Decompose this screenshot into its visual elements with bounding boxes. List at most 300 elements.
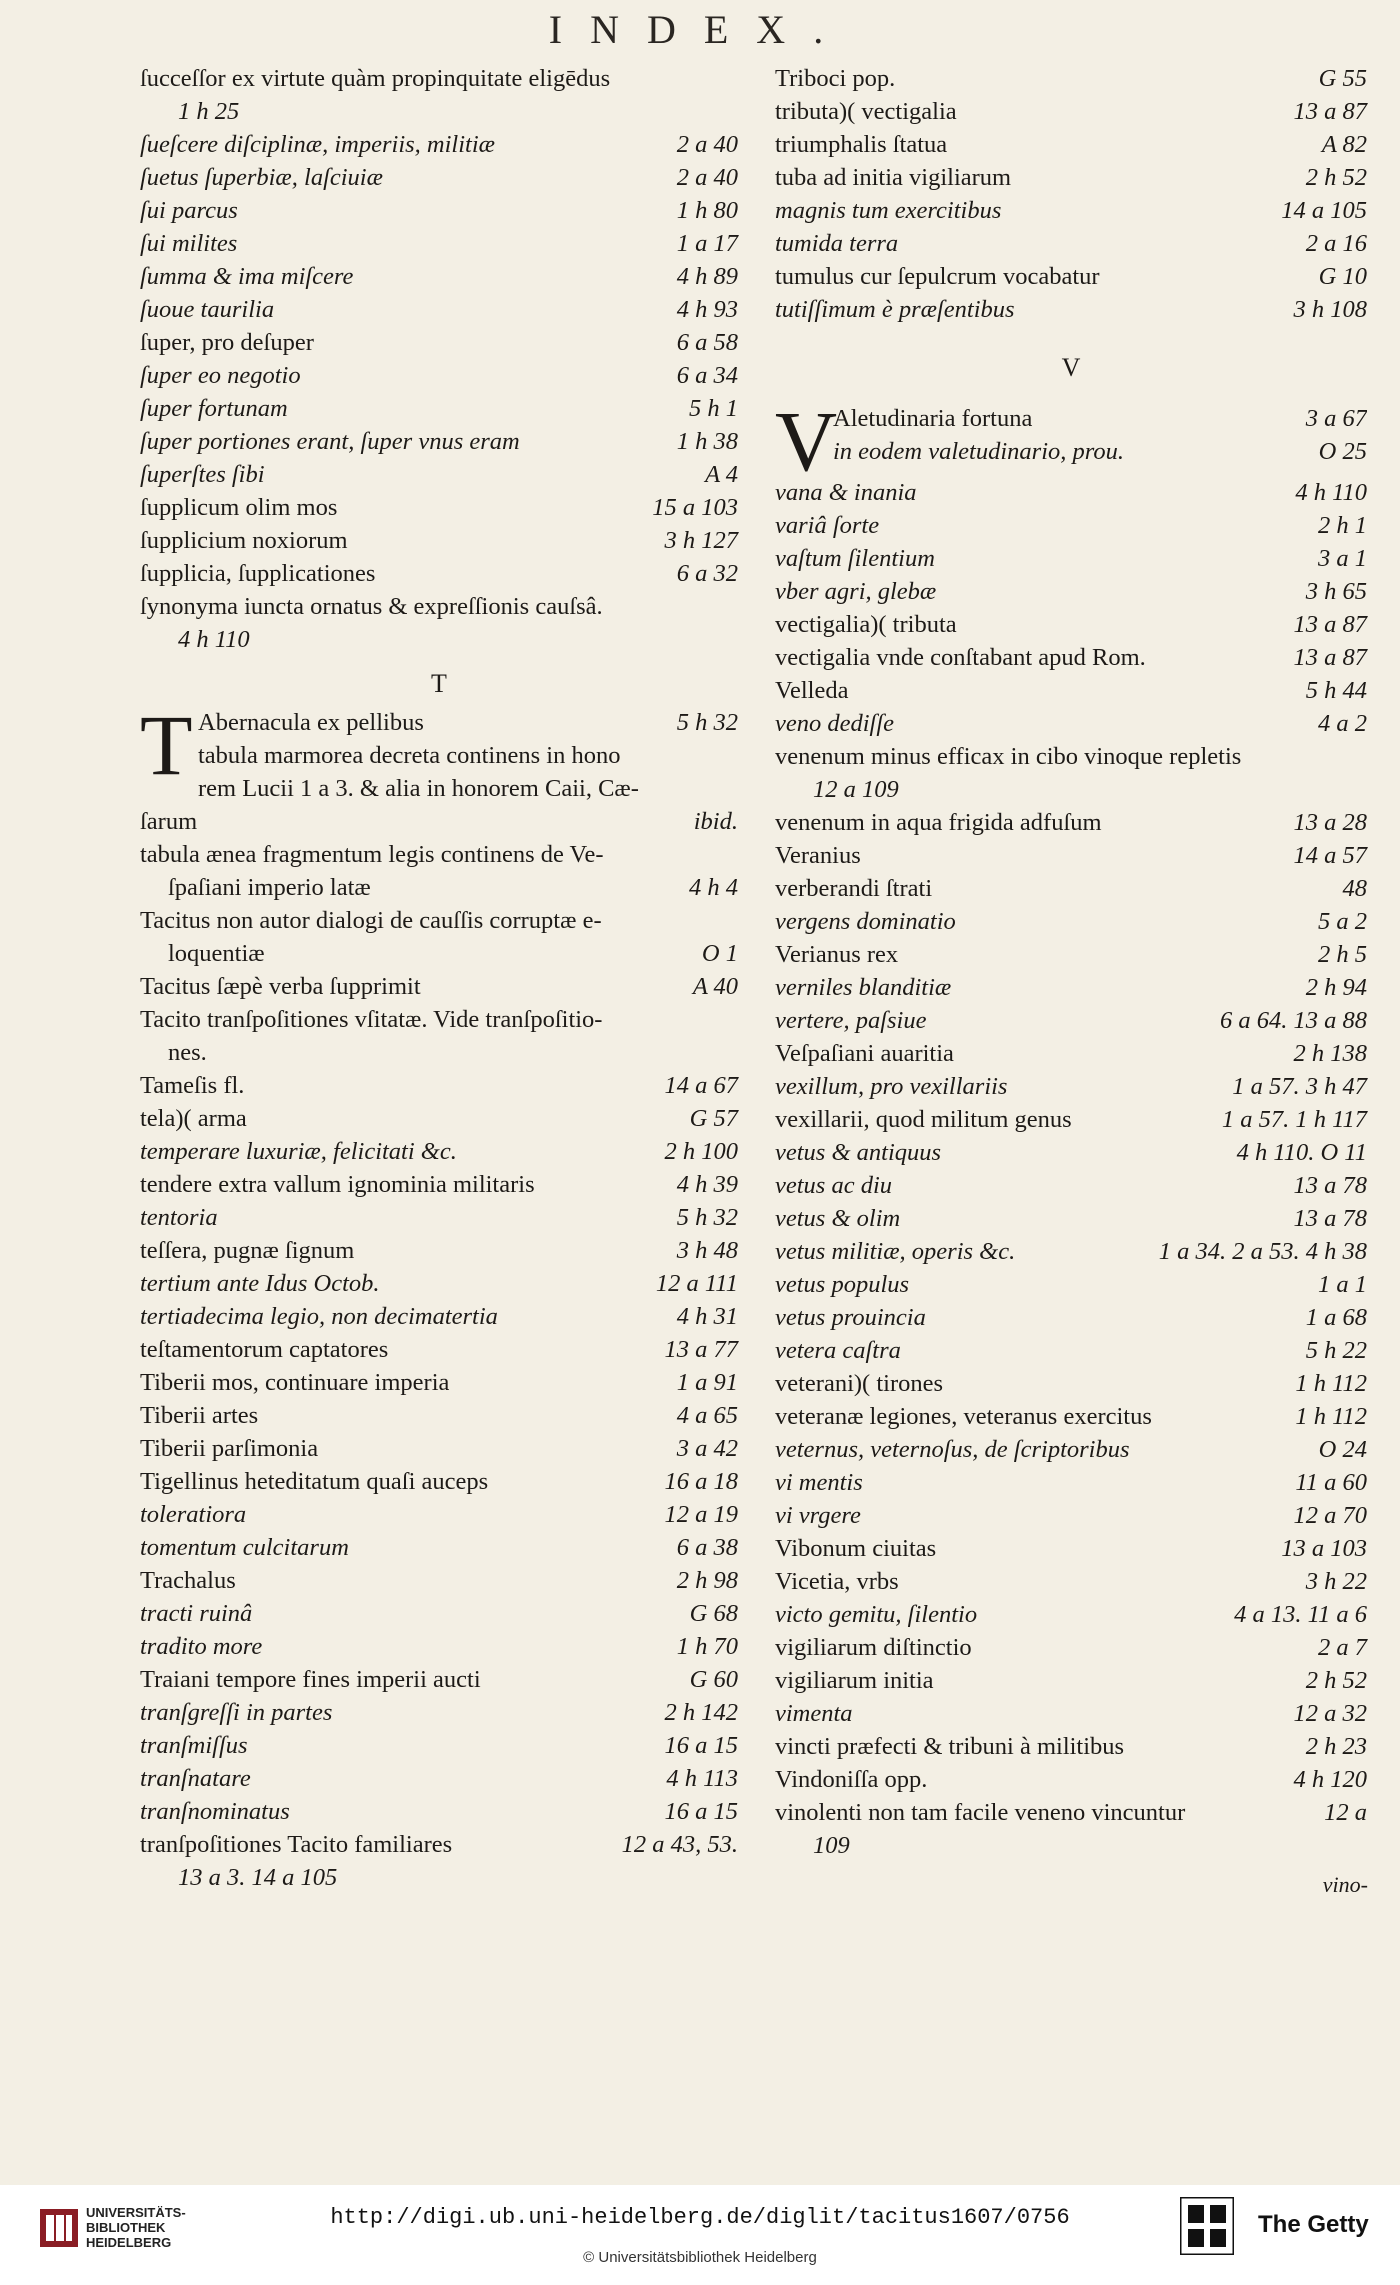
index-entry: Abernacula ex pellibus 5 h 32 bbox=[198, 709, 738, 736]
entry-reference: 13 a 87 bbox=[1293, 98, 1367, 125]
entry-term: ſucceſſor ex virtute quàm propinquitate eligēdus bbox=[140, 65, 611, 92]
entry-term: tumida terra bbox=[775, 230, 899, 257]
entry-reference: 13 a 77 bbox=[664, 1336, 738, 1363]
index-entry: in eodem valetudinario, prou. O 25 bbox=[833, 438, 1367, 465]
index-entry bbox=[140, 293, 738, 326]
entry-term: vetus militiæ, operis &c. bbox=[775, 1238, 1016, 1265]
entry-term: Verianus rex bbox=[775, 941, 899, 968]
entry-reference: 3 h 22 bbox=[1305, 1568, 1367, 1595]
entry-reference: 11 a 60 bbox=[1295, 1469, 1367, 1496]
entry-reference: 2 h 138 bbox=[1293, 1040, 1367, 1067]
entry-term: vimenta bbox=[775, 1700, 853, 1727]
entry-reference: G 57 bbox=[689, 1105, 738, 1132]
entry-reference: 13 a 103 bbox=[1281, 1535, 1367, 1562]
entry-term: victo gemitu, ſilentio bbox=[775, 1601, 978, 1628]
entry-term: vinolenti non tam facile veneno vincuntur bbox=[775, 1799, 1186, 1826]
entry-term: Tigellinus heteditatum quaſi auceps bbox=[140, 1468, 489, 1495]
index-entry bbox=[140, 326, 738, 359]
entry-term: Tiberii artes bbox=[140, 1402, 259, 1429]
entry-term: Triboci pop. bbox=[775, 65, 896, 92]
index-entry bbox=[140, 1003, 738, 1036]
index-entry bbox=[140, 1300, 738, 1333]
index-entry bbox=[140, 838, 738, 871]
entry-reference: 48 bbox=[1342, 875, 1367, 902]
entry-reference: 6 a 58 bbox=[676, 329, 738, 356]
entry-term: vana & inania bbox=[775, 479, 917, 506]
index-entry bbox=[140, 1597, 738, 1630]
entry-term: Trachalus bbox=[140, 1567, 236, 1594]
index-entry bbox=[140, 1168, 738, 1201]
source-url-link[interactable]: http://digi.ub.uni-heidelberg.de/diglit/tacitus1607/0756 bbox=[330, 2205, 1070, 2230]
entry-term: vetus prouincia bbox=[775, 1304, 926, 1331]
entry-term: vi vrgere bbox=[775, 1502, 861, 1529]
index-entry bbox=[140, 425, 738, 458]
index-entry bbox=[775, 1598, 1367, 1631]
index-entry bbox=[775, 1169, 1367, 1202]
entry-reference: 6 a 64. 13 a 88 bbox=[1220, 1007, 1367, 1034]
section-t-lead bbox=[140, 706, 738, 838]
entry-term: tranſnatare bbox=[140, 1765, 251, 1792]
entry-reference: 12 a 43, 53. bbox=[621, 1831, 738, 1858]
entry-term: veno dediſſe bbox=[775, 710, 895, 737]
entry-term: Tacitus ſæpè verba ſupprimit bbox=[140, 973, 421, 1000]
index-entry bbox=[775, 1004, 1367, 1037]
entry-reference: 4 h 4 bbox=[689, 874, 738, 901]
entry-reference: 13 a 87 bbox=[1293, 644, 1367, 671]
entry-reference: 1 a 34. 2 a 53. 4 h 38 bbox=[1158, 1238, 1367, 1265]
entry-term: tranſgreſſi in partes bbox=[140, 1699, 333, 1726]
index-entry bbox=[775, 1103, 1367, 1136]
index-entry bbox=[140, 161, 738, 194]
entry-reference: 2 h 52 bbox=[1305, 1667, 1367, 1694]
entry-reference: 2 h 142 bbox=[664, 1699, 738, 1726]
index-entry: tabula marmorea decreta continens in hono bbox=[198, 742, 621, 769]
index-entry bbox=[140, 524, 738, 557]
entry-reference: 16 a 18 bbox=[664, 1468, 738, 1495]
entry-term: vincti præfecti & tribuni à militibus bbox=[775, 1733, 1125, 1760]
index-entry bbox=[775, 1268, 1367, 1301]
index-entry bbox=[140, 557, 738, 590]
entry-reference: 4 a 13. 11 a 6 bbox=[1234, 1601, 1367, 1628]
entry-reference: 1 h 80 bbox=[676, 197, 738, 224]
entry-reference: A 4 bbox=[705, 461, 738, 488]
right-column bbox=[775, 62, 1367, 1862]
index-entry bbox=[140, 260, 738, 293]
entry-term: tutiſſimum è præſentibus bbox=[775, 296, 1015, 323]
index-entry bbox=[140, 1663, 738, 1696]
entry-reference: 5 h 32 bbox=[676, 1204, 738, 1231]
entry-reference: 2 a 40 bbox=[676, 131, 738, 158]
entry-reference: G 10 bbox=[1318, 263, 1367, 290]
index-entry bbox=[775, 161, 1367, 194]
entry-reference: 13 a 78 bbox=[1293, 1205, 1367, 1232]
entry-term: Traiani tempore fines imperii aucti bbox=[140, 1666, 481, 1693]
index-entry bbox=[140, 904, 738, 937]
entry-reference: 14 a 57 bbox=[1293, 842, 1367, 869]
entry-reference: 5 h 1 bbox=[689, 395, 738, 422]
entry-term: vectigalia)( tributa bbox=[775, 611, 957, 638]
entry-term: tumulus cur ſepulcrum vocabatur bbox=[775, 263, 1100, 290]
index-entry-continuation: 109 bbox=[813, 1832, 850, 1859]
entry-term: ſynonyma iuncta ornatus & expreſſionis cauſsâ. bbox=[140, 593, 603, 620]
page-title: INDEX. bbox=[548, 7, 852, 52]
entry-term: vergens dominatio bbox=[775, 908, 956, 935]
getty-logo-icon bbox=[1180, 2197, 1234, 2255]
index-entry bbox=[775, 608, 1367, 641]
entry-term: venenum in aqua frigida adfuſum bbox=[775, 809, 1102, 836]
index-entry bbox=[775, 971, 1367, 1004]
entry-term: tranſmiſſus bbox=[140, 1732, 248, 1759]
index-entry bbox=[140, 1102, 738, 1135]
entry-reference: G 68 bbox=[689, 1600, 738, 1627]
entry-term: vber agri, glebæ bbox=[775, 578, 937, 605]
entry-term: vetus & antiquus bbox=[775, 1139, 942, 1166]
index-entry: ſarum ibid. bbox=[140, 808, 738, 835]
entry-reference: 4 h 113 bbox=[666, 1765, 738, 1792]
index-entry bbox=[140, 1366, 738, 1399]
entry-term: loquentiæ bbox=[168, 940, 265, 967]
index-entry bbox=[140, 1399, 738, 1432]
entry-reference: 5 h 22 bbox=[1305, 1337, 1367, 1364]
index-entry bbox=[775, 938, 1367, 971]
index-entry bbox=[775, 1037, 1367, 1070]
entry-term: ſuper, pro deſuper bbox=[140, 329, 314, 356]
index-entry-continuation: 12 a 109 bbox=[813, 776, 899, 803]
entry-term: tuba ad initia vigiliarum bbox=[775, 164, 1012, 191]
entry-reference: 12 a 70 bbox=[1293, 1502, 1367, 1529]
index-entry bbox=[775, 227, 1367, 260]
index-entry-continuation: 4 h 110 bbox=[178, 626, 250, 653]
index-entry bbox=[775, 1301, 1367, 1334]
entry-reference: 14 a 67 bbox=[664, 1072, 738, 1099]
entry-term: verniles blanditiæ bbox=[775, 974, 952, 1001]
index-entry bbox=[140, 128, 738, 161]
index-entry bbox=[140, 871, 738, 904]
entry-term: vigiliarum diſtinctio bbox=[775, 1634, 972, 1661]
section-letter-v: V bbox=[1061, 353, 1081, 382]
entry-term: tranſnominatus bbox=[140, 1798, 290, 1825]
entry-term: ſuper fortunam bbox=[140, 395, 288, 422]
entry-term: veterani)( tirones bbox=[775, 1370, 944, 1397]
entry-term: veteranæ legiones, veteranus exercitus bbox=[775, 1403, 1152, 1430]
index-entry bbox=[140, 1564, 738, 1597]
entry-term: Vibonum ciuitas bbox=[775, 1535, 937, 1562]
entry-reference: 1 h 38 bbox=[676, 428, 738, 455]
index-entry bbox=[140, 1630, 738, 1663]
entry-term: tentoria bbox=[140, 1204, 218, 1231]
index-entry bbox=[140, 491, 738, 524]
section-v-lead bbox=[775, 402, 1367, 476]
entry-reference: 12 a 111 bbox=[655, 1270, 738, 1297]
entry-reference: 4 a 2 bbox=[1318, 710, 1367, 737]
index-entry-continuation: 13 a 3. 14 a 105 bbox=[178, 1864, 338, 1891]
index-entry bbox=[140, 1729, 738, 1762]
entry-reference: 2 h 100 bbox=[664, 1138, 738, 1165]
index-entry bbox=[140, 1795, 738, 1828]
section-letter-t: T bbox=[431, 669, 447, 698]
entry-reference: 2 a 7 bbox=[1318, 1634, 1367, 1661]
entry-reference: 13 a 28 bbox=[1293, 809, 1367, 836]
entry-reference: 3 a 42 bbox=[676, 1435, 738, 1462]
entry-reference: 12 a bbox=[1324, 1799, 1367, 1826]
index-entry bbox=[140, 590, 738, 623]
left-t-entries bbox=[140, 838, 738, 1894]
entry-term: vertere, paſsiue bbox=[775, 1007, 927, 1034]
entry-reference: 16 a 15 bbox=[664, 1732, 738, 1759]
entry-reference: 4 h 93 bbox=[676, 296, 738, 323]
entry-term: ſupplicum olim mos bbox=[140, 494, 338, 521]
entry-reference: 4 h 110 bbox=[1295, 479, 1367, 506]
entry-reference: 3 h 108 bbox=[1293, 296, 1367, 323]
index-entry bbox=[775, 260, 1367, 293]
index-entry bbox=[140, 1498, 738, 1531]
right-v-entries bbox=[775, 476, 1367, 1862]
index-entry bbox=[775, 575, 1367, 608]
entry-reference: 4 a 65 bbox=[676, 1402, 738, 1429]
index-entry bbox=[140, 1762, 738, 1795]
library-name: UNIVERSITÄTS- BIBLIOTHEK HEIDELBERG bbox=[86, 2205, 186, 2250]
entry-term: vexillarii, quod militum genus bbox=[775, 1106, 1072, 1133]
index-entry bbox=[775, 509, 1367, 542]
entry-term: ſui parcus bbox=[140, 197, 238, 224]
entry-reference: 2 a 40 bbox=[676, 164, 738, 191]
entry-reference: 16 a 15 bbox=[664, 1798, 738, 1825]
index-entry bbox=[775, 293, 1367, 326]
entry-reference: 6 a 38 bbox=[676, 1534, 738, 1561]
index-entry bbox=[775, 1466, 1367, 1499]
index-entry bbox=[775, 1697, 1367, 1730]
entry-term: teſtamentorum captatores bbox=[140, 1336, 389, 1363]
entry-reference: 15 a 103 bbox=[652, 494, 738, 521]
entry-term: vetus & olim bbox=[775, 1205, 901, 1232]
index-entry bbox=[775, 839, 1367, 872]
footer-bar bbox=[0, 2185, 1400, 2285]
index-entry bbox=[140, 1465, 738, 1498]
entry-term: Veſpaſiani auaritia bbox=[775, 1040, 954, 1067]
index-entry bbox=[140, 1696, 738, 1729]
index-entry bbox=[775, 62, 1367, 95]
entry-reference: 1 h 70 bbox=[676, 1633, 738, 1660]
entry-term: Vicetia, vrbs bbox=[775, 1568, 899, 1595]
index-entry bbox=[775, 905, 1367, 938]
entry-term: Vindoniſſa opp. bbox=[775, 1766, 928, 1793]
entry-term: ſueſcere diſciplinæ, imperiis, militiæ bbox=[140, 131, 495, 158]
entry-reference: 1 h 112 bbox=[1295, 1403, 1367, 1430]
entry-term: toleratiora bbox=[140, 1501, 247, 1528]
dropcap-t: T bbox=[140, 706, 193, 793]
entry-reference: 2 h 1 bbox=[1318, 512, 1367, 539]
entry-reference: 1 a 57. 1 h 117 bbox=[1221, 1106, 1367, 1133]
index-entry bbox=[775, 740, 1367, 773]
entry-term: Tiberii mos, continuare imperia bbox=[140, 1369, 450, 1396]
entry-reference: 1 h 112 bbox=[1295, 1370, 1367, 1397]
entry-reference: 13 a 78 bbox=[1293, 1172, 1367, 1199]
entry-term: tabula ænea fragmentum legis continens de Ve- bbox=[140, 841, 604, 868]
index-entry bbox=[775, 542, 1367, 575]
copyright-text: © Universitätsbibliothek Heidelberg bbox=[583, 2249, 817, 2266]
index-entry bbox=[775, 1136, 1367, 1169]
entry-reference: 2 h 98 bbox=[676, 1567, 738, 1594]
entry-term: venenum minus efficax in cibo vinoque repletis bbox=[775, 743, 1242, 770]
index-entry bbox=[775, 1565, 1367, 1598]
index-entry bbox=[775, 476, 1367, 509]
index-entry bbox=[140, 1234, 738, 1267]
entry-term: vectigalia vnde conſtabant apud Rom. bbox=[775, 644, 1146, 671]
entry-term: Tacito tranſpoſitiones vſitatæ. Vide tranſpoſitio- bbox=[140, 1006, 603, 1033]
index-entry bbox=[775, 872, 1367, 905]
index-entry bbox=[775, 1400, 1367, 1433]
index-entry bbox=[140, 392, 738, 425]
entry-reference: 2 h 23 bbox=[1305, 1733, 1367, 1760]
entry-term: variâ ſorte bbox=[775, 512, 880, 539]
entry-term: magnis tum exercitibus bbox=[775, 197, 1002, 224]
index-entry: rem Lucii 1 a 3. & alia in honorem Caii, Cæ- bbox=[198, 775, 639, 802]
entry-reference: A 40 bbox=[692, 973, 738, 1000]
index-entry bbox=[775, 1631, 1367, 1664]
entry-reference: 3 h 48 bbox=[676, 1237, 738, 1264]
index-entry bbox=[775, 1433, 1367, 1466]
index-entry bbox=[775, 1367, 1367, 1400]
index-entry bbox=[775, 1763, 1367, 1796]
entry-term: triumphalis ſtatua bbox=[775, 131, 948, 158]
index-entry bbox=[775, 1499, 1367, 1532]
index-entry bbox=[775, 1532, 1367, 1565]
entry-term: ſupplicium noxiorum bbox=[140, 527, 348, 554]
index-entry bbox=[775, 1664, 1367, 1697]
entry-term: ſumma & ima miſcere bbox=[140, 263, 354, 290]
entry-term: tradito more bbox=[140, 1633, 263, 1660]
entry-term: tela)( arma bbox=[140, 1105, 247, 1132]
entry-reference: 12 a 32 bbox=[1293, 1700, 1367, 1727]
index-entry bbox=[140, 1333, 738, 1366]
entry-term: vaſtum ſilentium bbox=[775, 545, 935, 572]
entry-reference: 5 h 44 bbox=[1305, 677, 1367, 704]
entry-reference: 1 a 17 bbox=[676, 230, 738, 257]
entry-term: Veranius bbox=[775, 842, 861, 869]
entry-term: ſuoue taurilia bbox=[140, 296, 275, 323]
entry-reference: 14 a 105 bbox=[1281, 197, 1367, 224]
index-entry bbox=[140, 1201, 738, 1234]
catchword: vino- bbox=[1322, 1872, 1368, 1897]
index-entry bbox=[775, 95, 1367, 128]
entry-term: teſſera, pugnæ ſignum bbox=[140, 1237, 355, 1264]
entry-term: ſpaſiani imperio latæ bbox=[168, 874, 371, 901]
entry-term: tracti ruinâ bbox=[140, 1600, 253, 1627]
entry-reference: 6 a 32 bbox=[676, 560, 738, 587]
entry-term: tertiadecima legio, non decimatertia bbox=[140, 1303, 498, 1330]
dropcap-v: V bbox=[775, 402, 838, 476]
index-entry bbox=[775, 1730, 1367, 1763]
entry-reference: 13 a 87 bbox=[1293, 611, 1367, 638]
index-entry bbox=[140, 970, 738, 1003]
entry-term: vetera caſtra bbox=[775, 1337, 901, 1364]
entry-term: vetus ac diu bbox=[775, 1172, 893, 1199]
index-entry bbox=[775, 641, 1367, 674]
left-entries bbox=[140, 62, 738, 656]
entry-term: ſuper eo negotio bbox=[140, 362, 301, 389]
entry-term: tributa)( vectigalia bbox=[775, 98, 957, 125]
entry-term: vexillum, pro vexillariis bbox=[775, 1073, 1008, 1100]
entry-term: temperare luxuriæ, felicitati &c. bbox=[140, 1138, 457, 1165]
entry-term: tendere extra vallum ignominia militaris bbox=[140, 1171, 535, 1198]
entry-reference: 5 a 2 bbox=[1318, 908, 1367, 935]
entry-reference: 1 a 91 bbox=[676, 1369, 738, 1396]
index-entry: Aletudinaria fortuna 3 a 67 bbox=[833, 405, 1367, 432]
index-entry bbox=[775, 1796, 1367, 1829]
index-entry bbox=[775, 128, 1367, 161]
index-entry bbox=[775, 806, 1367, 839]
entry-term: veternus, veternoſus, de ſcriptoribus bbox=[775, 1436, 1130, 1463]
entry-reference: G 60 bbox=[689, 1666, 738, 1693]
right-entries bbox=[775, 62, 1367, 326]
getty-name: The Getty bbox=[1258, 2211, 1369, 2238]
index-entry bbox=[140, 227, 738, 260]
index-entry bbox=[140, 1069, 738, 1102]
entry-reference: O 1 bbox=[701, 940, 738, 967]
entry-term: ſuetus ſuperbiæ, laſciuiæ bbox=[140, 164, 383, 191]
entry-reference: 2 h 94 bbox=[1305, 974, 1367, 1001]
entry-reference: O 24 bbox=[1318, 1436, 1367, 1463]
left-column bbox=[140, 62, 738, 1894]
index-entry bbox=[140, 194, 738, 227]
entry-term: ſupplicia, ſupplicationes bbox=[140, 560, 376, 587]
index-entry bbox=[140, 1267, 738, 1300]
index-entry bbox=[775, 1070, 1367, 1103]
entry-term: vetus populus bbox=[775, 1271, 910, 1298]
entry-reference: 1 a 68 bbox=[1305, 1304, 1367, 1331]
entry-reference: 3 h 127 bbox=[664, 527, 738, 554]
entry-term: Tacitus non autor dialogi de cauſſis corruptæ e- bbox=[140, 907, 602, 934]
index-entry bbox=[140, 458, 738, 491]
entry-term: vigiliarum initia bbox=[775, 1667, 934, 1694]
entry-term: vi mentis bbox=[775, 1469, 863, 1496]
entry-reference: 2 h 5 bbox=[1318, 941, 1367, 968]
entry-reference: G 55 bbox=[1318, 65, 1367, 92]
entry-reference: 4 h 89 bbox=[676, 263, 738, 290]
index-entry bbox=[140, 1135, 738, 1168]
index-entry bbox=[140, 1828, 738, 1861]
entry-reference: 3 a 1 bbox=[1318, 545, 1367, 572]
entry-reference: 2 h 52 bbox=[1305, 164, 1367, 191]
entry-reference: 2 a 16 bbox=[1305, 230, 1367, 257]
entry-reference: 6 a 34 bbox=[676, 362, 738, 389]
entry-term: ſui milites bbox=[140, 230, 238, 257]
index-entry bbox=[775, 707, 1367, 740]
entry-reference: 12 a 19 bbox=[664, 1501, 738, 1528]
entry-reference: A 82 bbox=[1321, 131, 1367, 158]
index-entry bbox=[140, 937, 738, 970]
entry-term: verberandi ſtrati bbox=[775, 875, 933, 902]
index-entry bbox=[140, 1531, 738, 1564]
index-entry bbox=[775, 1334, 1367, 1367]
entry-reference: 1 a 57. 3 h 47 bbox=[1232, 1073, 1367, 1100]
index-entry bbox=[775, 674, 1367, 707]
entry-reference: 4 h 31 bbox=[676, 1303, 738, 1330]
index-entry bbox=[775, 1202, 1367, 1235]
entry-term: ſuperſtes ſibi bbox=[140, 461, 265, 488]
entry-term: tranſpoſitiones Tacito familiares bbox=[140, 1831, 453, 1858]
index-entry bbox=[775, 194, 1367, 227]
index-entry bbox=[140, 1036, 738, 1069]
entry-reference: 4 h 39 bbox=[676, 1171, 738, 1198]
entry-term: tertium ante Idus Octob. bbox=[140, 1270, 380, 1297]
entry-reference: 1 a 1 bbox=[1318, 1271, 1367, 1298]
entry-reference: 4 h 110. O 11 bbox=[1236, 1139, 1367, 1166]
entry-term: Tiberii parſimonia bbox=[140, 1435, 319, 1462]
entry-term: ſuper portiones erant, ſuper vnus eram bbox=[140, 428, 520, 455]
index-entry bbox=[140, 1432, 738, 1465]
entry-term: Velleda bbox=[775, 677, 849, 704]
